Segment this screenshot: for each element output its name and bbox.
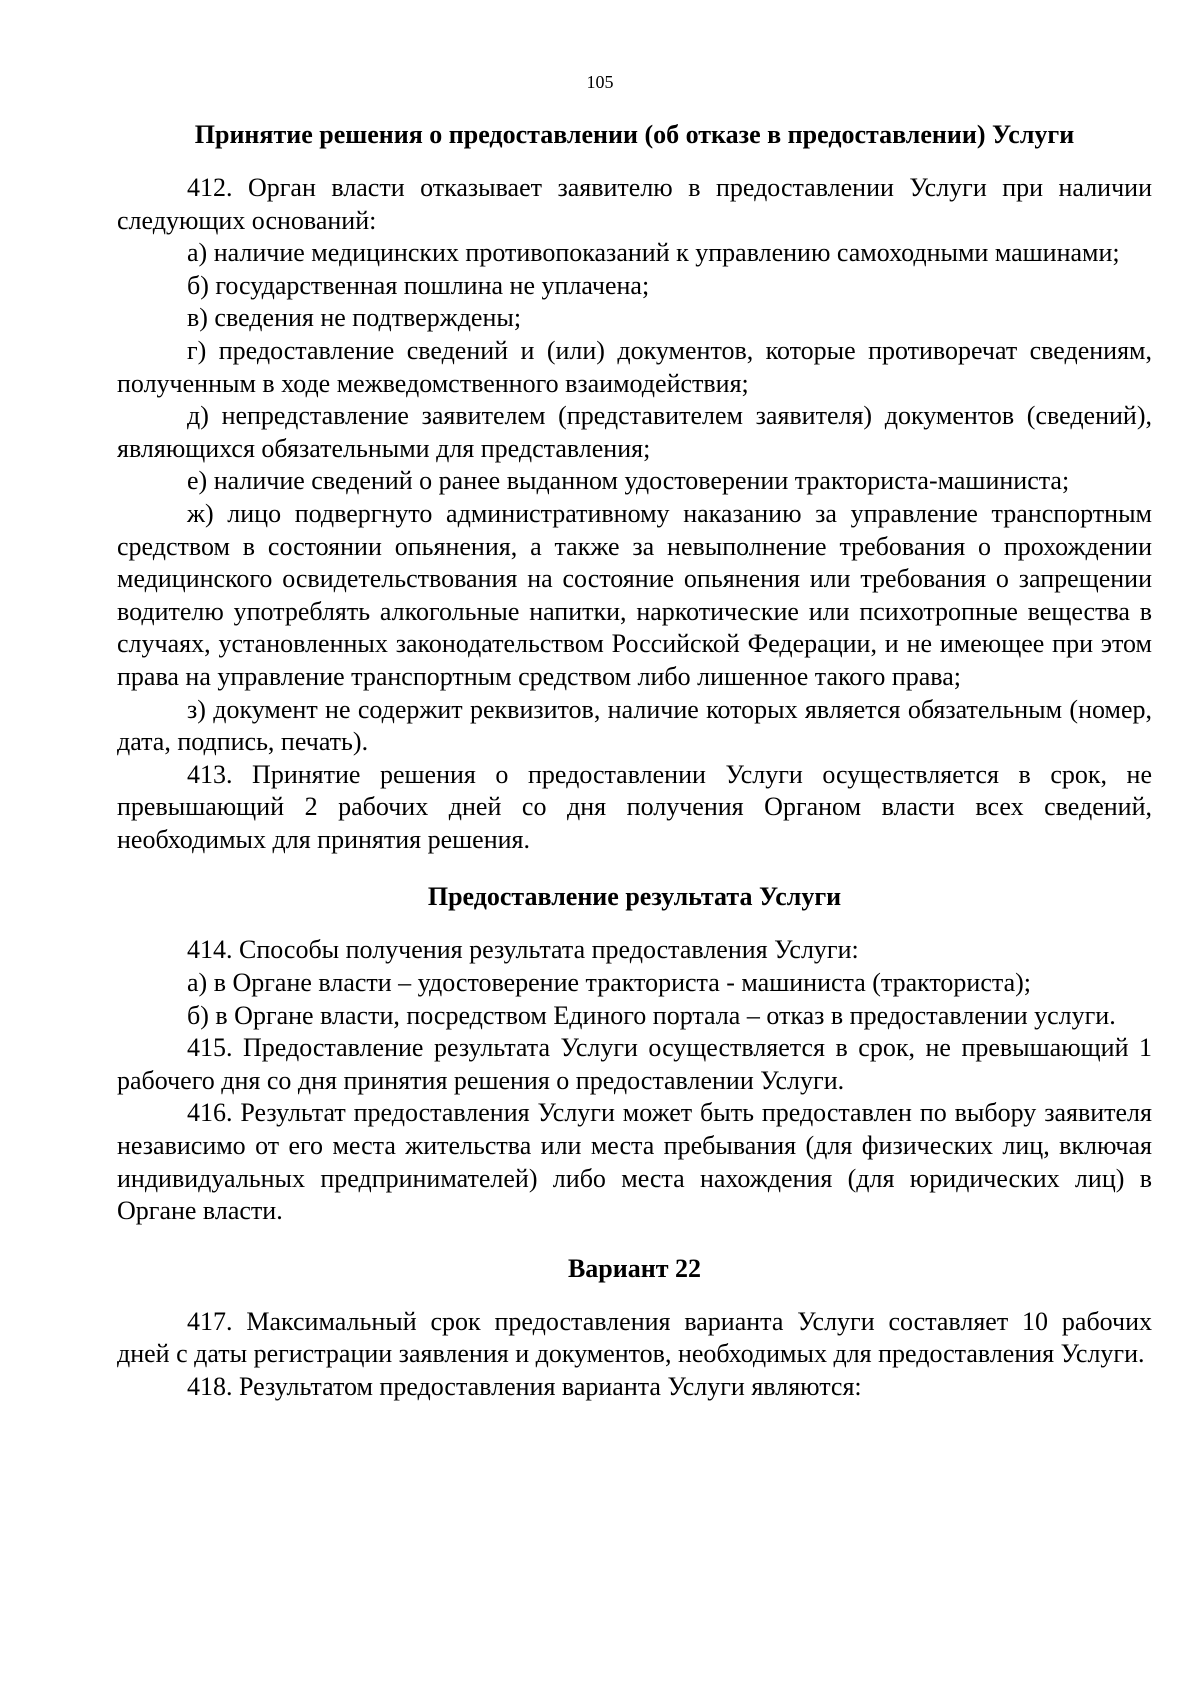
- list-item: а) в Органе власти – удостоверение тракториста - машиниста (тракториста);: [187, 968, 1031, 998]
- list-item: ж) лицо подвергнуто административному наказанию за управление транспортным средством в состоянии опьянения, а также за невыполнение требования о прохождении медицинского освидетельствования на состояние опьянения или требования о запрещении водителю употреблять алкогольные напитки, наркотические или психотропные вещества в случаях, установленных законодательством Российской Федерации, и не имеющее при этом права на управление транспортным средством либо лишенное такого права;: [117, 498, 1152, 691]
- paragraph: 418. Результатом предоставления варианта Услуги являются:: [187, 1372, 862, 1401]
- list-item: з) документ не содержит реквизитов, наличие которых является обязательным (номер, дата, подпись, печать).: [117, 694, 1152, 757]
- list-item: б) государственная пошлина не уплачена;: [187, 270, 650, 300]
- paragraph: 417. Максимальный срок предоставления варианта Услуги составляет 10 рабочих дней с даты регистрации заявления и документов, необходимых для предоставления Услуги.: [117, 1306, 1152, 1369]
- page-number: 105: [586, 72, 614, 92]
- section-title-decision: Принятие решения о предоставлении (об отказе в предоставлении) Услуги: [194, 120, 1075, 149]
- paragraph: 415. Предоставление результата Услуги осуществляется в срок, не превышающий 1 рабочего дня со дня принятия решения о предоставлении Услуги.: [117, 1033, 1152, 1095]
- list-item: д) непредставление заявителем (представителем заявителя) документов (сведений), являющихся обязательными для представления;: [117, 401, 1152, 463]
- list-item: б) в Органе власти, посредством Единого портала – отказ в предоставлении услуги.: [187, 1000, 1116, 1030]
- section-title-variant: Вариант 22: [567, 1253, 702, 1283]
- paragraph: 414. Способы получения результата предоставления Услуги:: [187, 935, 859, 965]
- list-item: г) предоставление сведений и (или) документов, которые противоречат сведениям, полученным в ходе межведомственного взаимодействия;: [117, 335, 1152, 398]
- paragraph: 412. Орган власти отказывает заявителю в предоставлении Услуги при наличии следующих оснований:: [117, 173, 1152, 235]
- list-item: в) сведения не подтверждены;: [187, 303, 522, 333]
- list-item: е) наличие сведений о ранее выданном удостоверении тракториста-машиниста;: [187, 466, 1070, 496]
- list-item: а) наличие медицинских противопоказаний к управлению самоходными машинами;: [187, 238, 1120, 268]
- document-body: [117, 118, 1152, 1404]
- paragraph: 416. Результат предоставления Услуги может быть предоставлен по выбору заявителя независимо от его места жительства или места пребывания (для физических лиц, включая индивидуальных предпринимателей) либо места нахождения (для юридических лиц) в Органе власти.: [117, 1098, 1152, 1226]
- paragraph: 413. Принятие решения о предоставлении Услуги осуществляется в срок, не превышающий 2 рабочих дней со дня получения Органом власти всех сведений, необходимых для принятия решения.: [117, 759, 1152, 854]
- section-title-result: Предоставление результата Услуги: [427, 882, 842, 912]
